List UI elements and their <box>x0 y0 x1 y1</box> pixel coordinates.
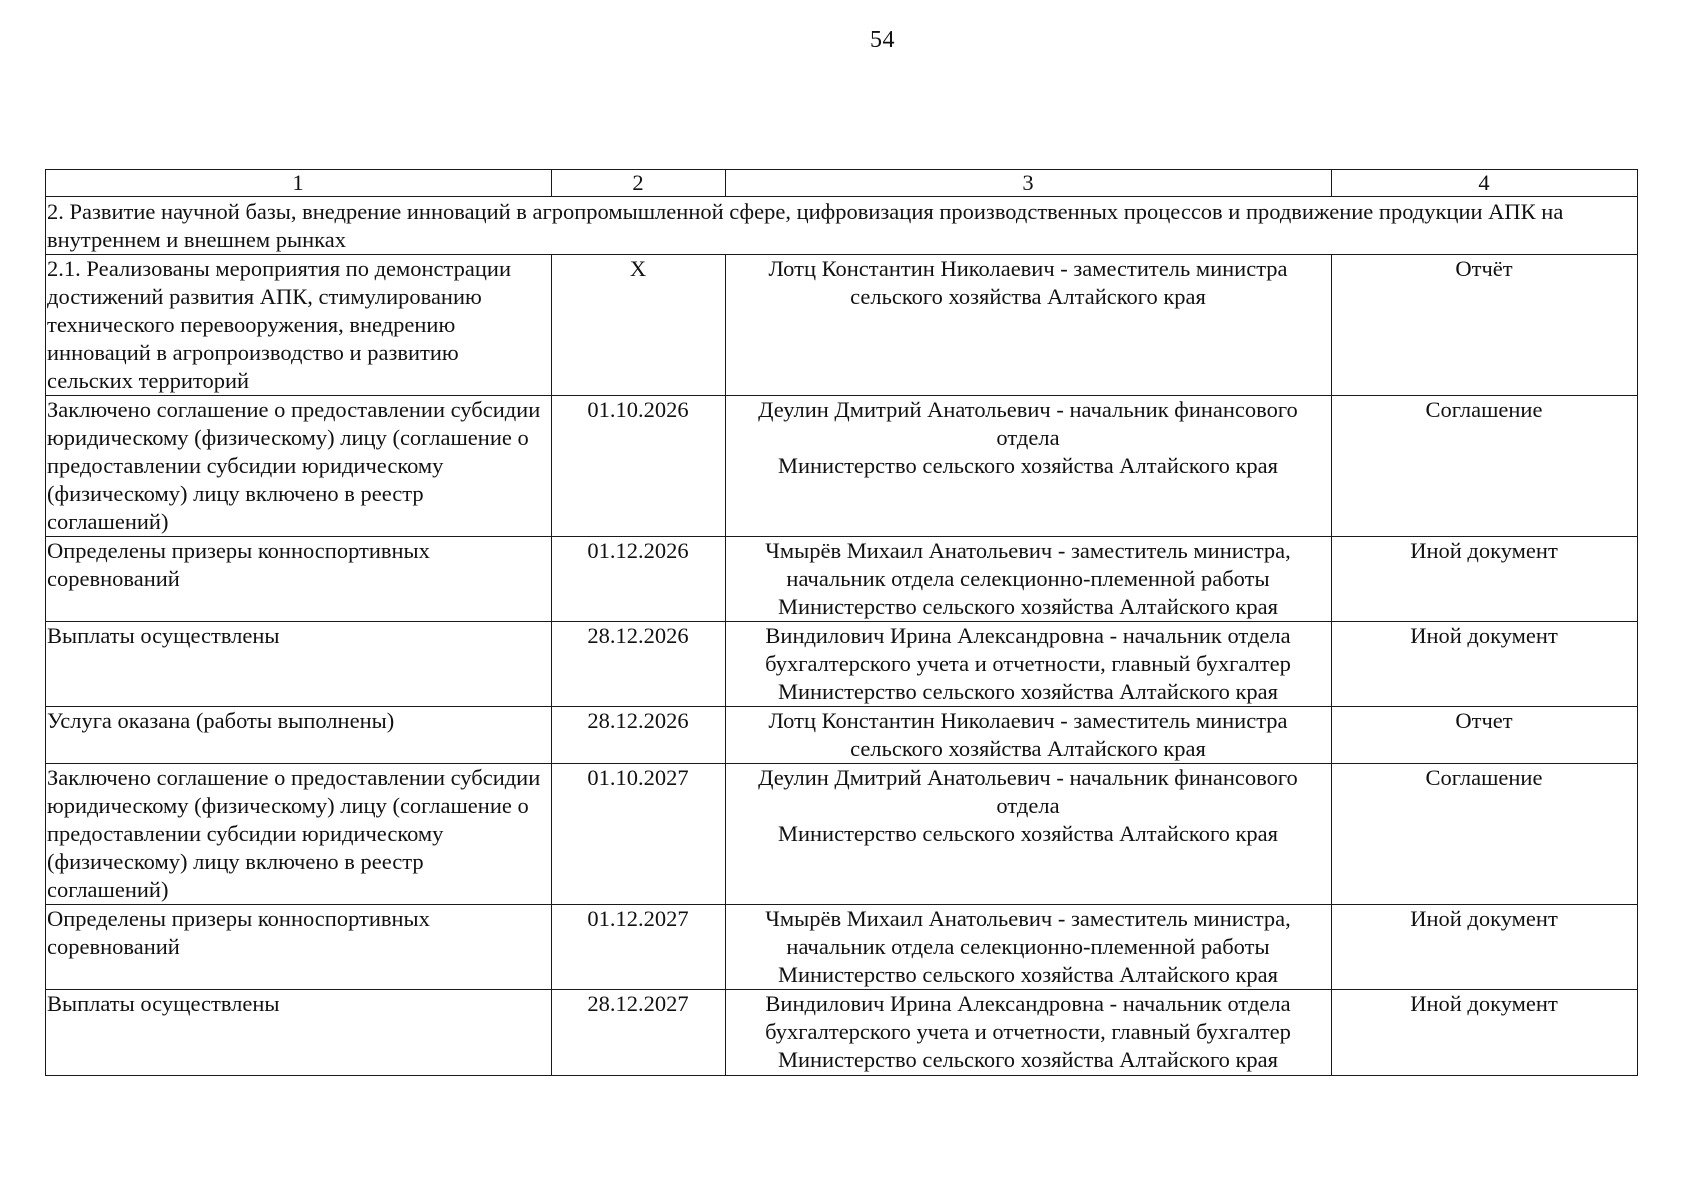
date-cell: 01.10.2026 <box>552 396 726 537</box>
responsible-organization: Министерство сельского хозяйства Алтайского края <box>777 679 1279 704</box>
responsible-cell <box>726 537 1332 622</box>
section-title: 2. Развитие научной базы, внедрение инноваций в агропромышленной сфере, цифровизация производственных процессов и продвижение продукции АПК на внутреннем и внешнем рынках <box>46 197 1638 255</box>
column-header: 1 <box>46 170 552 197</box>
document-type-cell: Иной документ <box>1332 905 1638 990</box>
section-row <box>46 197 1638 255</box>
responsible-cell <box>726 707 1332 764</box>
responsible-cell <box>726 396 1332 537</box>
column-header: 4 <box>1332 170 1638 197</box>
event-cell: Заключено соглашение о предоставлении субсидии юридическому (физическому) лицу (соглашение о предоставлении субсидии юридическому (физическому) лицу включено в реестр соглашений) <box>46 764 552 905</box>
event-cell: 2.1. Реализованы мероприятия по демонстрации достижений развития АПК, стимулированию технического перевооружения, внедрению инноваций в агропроизводство и развитию сельских территорий <box>46 255 552 396</box>
event-cell: Определены призеры конноспортивных соревнований <box>46 905 552 990</box>
table-row <box>46 764 1638 905</box>
responsible-person: Виндилович Ирина Александровна - начальник отдела бухгалтерского учета и отчетности, главный бухгалтер <box>765 623 1291 676</box>
responsible-organization: Министерство сельского хозяйства Алтайского края <box>777 594 1279 619</box>
table-row <box>46 905 1638 990</box>
responsible-person: Деулин Дмитрий Анатольевич - начальник финансового отдела <box>758 765 1298 818</box>
column-header: 3 <box>726 170 1332 197</box>
event-cell: Услуга оказана (работы выполнены) <box>46 707 552 764</box>
document-type-cell: Отчет <box>1332 707 1638 764</box>
column-header: 2 <box>552 170 726 197</box>
responsible-person: Лотц Константин Николаевич - заместитель министра сельского хозяйства Алтайского края <box>768 708 1288 761</box>
event-cell: Заключено соглашение о предоставлении субсидии юридическому (физическому) лицу (соглашение о предоставлении субсидии юридическому (физическому) лицу включено в реестр соглашений) <box>46 396 552 537</box>
event-cell: Определены призеры конноспортивных соревнований <box>46 537 552 622</box>
document-type-cell: Иной документ <box>1332 622 1638 707</box>
table-row <box>46 990 1638 1076</box>
event-cell: Выплаты осуществлены <box>46 990 552 1076</box>
date-cell: 01.12.2027 <box>552 905 726 990</box>
responsible-organization: Министерство сельского хозяйства Алтайского края <box>777 453 1279 478</box>
document-type-cell: Соглашение <box>1332 396 1638 537</box>
responsible-cell <box>726 622 1332 707</box>
event-cell: Выплаты осуществлены <box>46 622 552 707</box>
table-row <box>46 537 1638 622</box>
date-cell: 28.12.2027 <box>552 990 726 1076</box>
table-row <box>46 622 1638 707</box>
column-number-row <box>46 170 1638 197</box>
responsible-person: Чмырёв Михаил Анатольевич - заместитель министра, начальник отдела селекционно-племенной работы <box>765 538 1291 591</box>
plan-table <box>45 169 1638 1076</box>
table-row <box>46 396 1638 537</box>
document-type-cell: Отчёт <box>1332 255 1638 396</box>
responsible-cell <box>726 764 1332 905</box>
date-cell: 28.12.2026 <box>552 707 726 764</box>
responsible-cell <box>726 255 1332 396</box>
responsible-person: Чмырёв Михаил Анатольевич - заместитель министра, начальник отдела селекционно-племенной работы <box>765 906 1291 959</box>
table-row <box>46 707 1638 764</box>
table-row <box>46 255 1638 396</box>
responsible-organization: Министерство сельского хозяйства Алтайского края <box>777 821 1279 846</box>
date-cell: Х <box>552 255 726 396</box>
document-type-cell: Иной документ <box>1332 537 1638 622</box>
page-number: 54 <box>870 27 895 53</box>
responsible-cell <box>726 905 1332 990</box>
document-type-cell: Соглашение <box>1332 764 1638 905</box>
date-cell: 28.12.2026 <box>552 622 726 707</box>
date-cell: 01.10.2027 <box>552 764 726 905</box>
responsible-person: Деулин Дмитрий Анатольевич - начальник финансового отдела <box>758 397 1298 450</box>
responsible-person: Виндилович Ирина Александровна - начальник отдела бухгалтерского учета и отчетности, главный бухгалтер <box>765 991 1291 1044</box>
responsible-person: Лотц Константин Николаевич - заместитель министра сельского хозяйства Алтайского края <box>768 256 1288 309</box>
date-cell: 01.12.2026 <box>552 537 726 622</box>
responsible-organization: Министерство сельского хозяйства Алтайского края <box>777 1047 1279 1072</box>
responsible-organization: Министерство сельского хозяйства Алтайского края <box>777 962 1279 987</box>
responsible-cell <box>726 990 1332 1076</box>
document-type-cell: Иной документ <box>1332 990 1638 1076</box>
